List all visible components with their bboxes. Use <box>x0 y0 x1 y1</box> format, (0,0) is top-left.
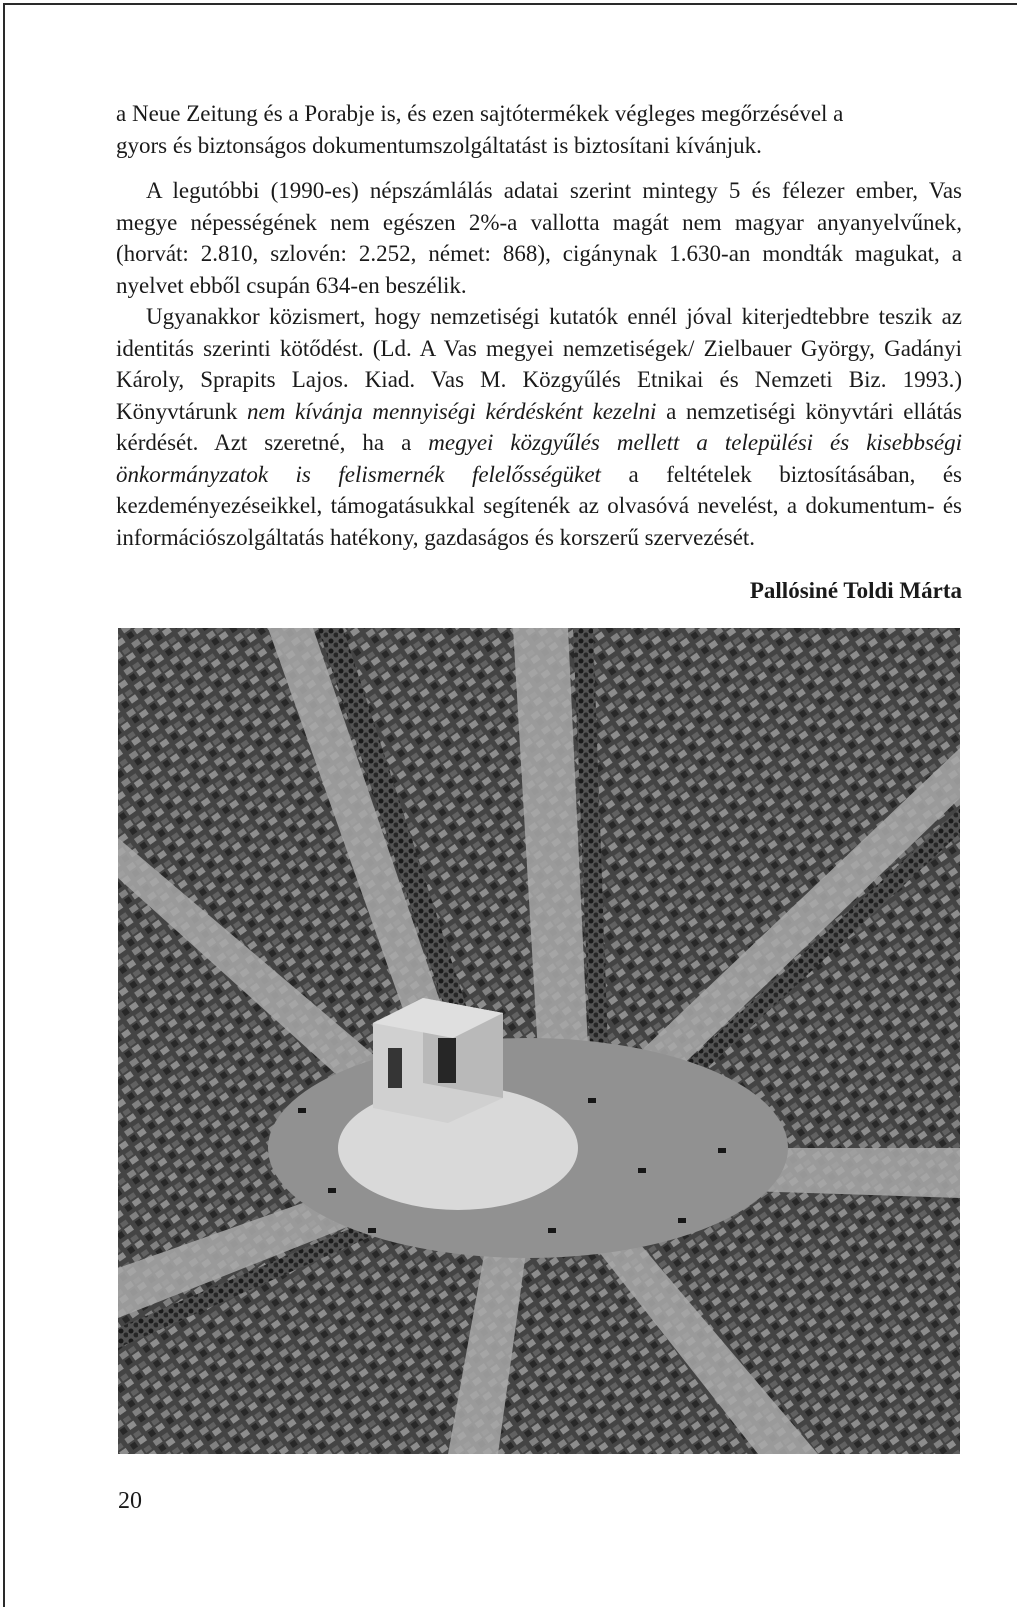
aerial-photo <box>118 628 960 1454</box>
paragraph-1-line-1: a Neue Zeitung és a Porabje is, és ezen sajtótermékek végleges megőrzésével a <box>116 101 844 126</box>
aerial-photo-illustration <box>118 628 960 1454</box>
paragraph-3-italic-2: megyei közgyűlés mellett a települési és kisebbségi önkormányzatok is felismernék felelősségüket <box>116 430 962 487</box>
paragraph-1-line-2: gyors és biztonságos dokumentumszolgáltatást is biztosítani kívánjuk. <box>116 132 762 158</box>
paragraph-3-part-1: Ugyanakkor közismert, hogy nemzetiségi kutatók ennél jóval kiterjedtebbre teszik az identitás szerinti kötődést. (Ld. A Vas megyei nemzetiségek/ Zielbauer György, Gadányi Károly, Sprapits Lajos. Kiad. Vas M. Közgyűlés Etnikai és Nemzeti Biz. 1993.) Könyvtárunk <box>116 304 962 424</box>
paragraph-3-part-3: a feltételek biztosításában, és kezdeményezéseikkel, támogatásukkal segítenék az olvasóvá nevelést, a dokumentum- és információszolgáltatás hatékony, gazdaságos és korszerű szervezését. <box>116 461 963 550</box>
article-text <box>116 98 962 553</box>
page-number: 20 <box>118 1488 142 1514</box>
paragraph-1 <box>116 98 962 161</box>
paragraph-3-part-2: a nemzetiségi könyvtári ellátás kérdését. Azt szeretné, ha a <box>116 398 962 455</box>
paragraph-3-italic-1: nem kívánja mennyiségi kérdésként kezelni <box>247 398 657 424</box>
author-signature: Pallósiné Toldi Márta <box>749 578 962 603</box>
paragraph-3 <box>116 301 962 553</box>
paragraph-2: A legutóbbi (1990-es) népszámlálás adatai szerint mintegy 5 és félezer ember, Vas megye népességének nem egészen 2%-a vallotta magát nem magyar anyanyelvűnek, (horvát: 2.810, szlovén: 2.252, német: 868), cigánynak 1.630-an mondták magukat, a nyelvet ebből csupán 634-en beszélik. <box>116 178 962 298</box>
